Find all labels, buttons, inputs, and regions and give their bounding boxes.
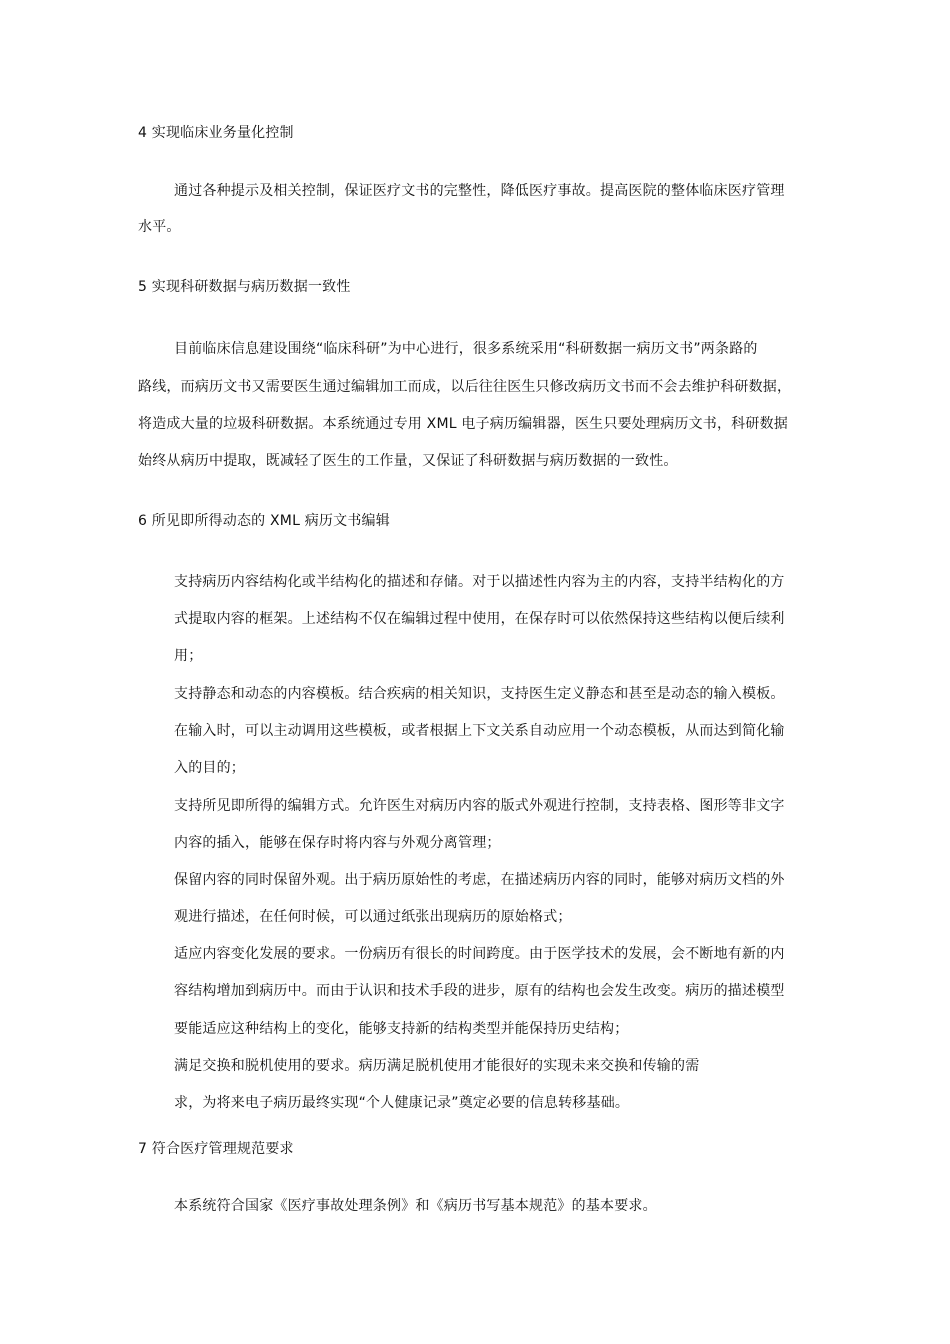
section-6-line: 式提取内容的框架。上述结构不仅在编辑过程中使用，在保存时可以依然保持这些结构以便后续利 bbox=[174, 611, 785, 627]
section-5-line: 始终从病历中提取，既减轻了医生的工作量，又保证了科研数据与病历数据的一致性。 bbox=[138, 453, 678, 469]
section-6-line: 支持所见即所得的编辑方式。允许医生对病历内容的版式外观进行控制，支持表格、图形等非文字 bbox=[174, 798, 785, 814]
section-7-heading: 7 符合医疗管理规范要求 bbox=[138, 1141, 294, 1157]
section-5-heading: 5 实现科研数据与病历数据一致性 bbox=[138, 279, 351, 295]
section-6-line: 支持静态和动态的内容模板。结合疾病的相关知识，支持医生定义静态和甚至是动态的输入模板。 bbox=[174, 686, 785, 702]
section-6-line: 容结构增加到病历中。而由于认识和技术手段的进步，原有的结构也会发生改变。病历的描述模型 bbox=[174, 983, 785, 999]
section-6-line: 保留内容的同时保留外观。出于病历原始性的考虑，在描述病历内容的同时，能够对病历文档的外 bbox=[174, 872, 785, 888]
section-6-line: 求，为将来电子病历最终实现“个人健康记录”奠定必要的信息转移基础。 bbox=[174, 1095, 630, 1111]
section-4-line: 水平。 bbox=[138, 219, 181, 235]
section-6-line: 观进行描述，在任何时候，可以通过纸张出现病历的原始格式； bbox=[174, 909, 572, 925]
section-6-line: 用； bbox=[174, 648, 203, 664]
section-6-line: 适应内容变化发展的要求。一份病历有很长的时间跨度。由于医学技术的发展，会不断地有新的内 bbox=[174, 946, 785, 962]
section-6-line: 支持病历内容结构化或半结构化的描述和存储。对于以描述性内容为主的内容，支持半结构化的方 bbox=[174, 574, 785, 590]
section-7-line: 本系统符合国家《医疗事故处理条例》和《病历书写基本规范》的基本要求。 bbox=[174, 1198, 657, 1214]
section-4-line: 通过各种提示及相关控制，保证医疗文书的完整性，降低医疗事故。提高医院的整体临床医疗管理 bbox=[174, 183, 785, 199]
section-6-line: 在输入时，可以主动调用这些模板，或者根据上下文关系自动应用一个动态模板，从而达到简化输 bbox=[174, 723, 785, 739]
section-6-line: 入的目的； bbox=[174, 760, 245, 776]
section-5-line: 目前临床信息建设围绕“临床科研”为中心进行，很多系统采用“科研数据一病历文书”两条路的 bbox=[174, 341, 758, 357]
section-6-line: 内容的插入，能够在保存时将内容与外观分离管理； bbox=[174, 835, 501, 851]
section-6-heading: 6 所见即所得动态的 XML 病历文书编辑 bbox=[138, 513, 390, 529]
section-5-line: 将造成大量的垃圾科研数据。本系统通过专用 XML 电子病历编辑器，医生只要处理病历文书，科研数据 bbox=[138, 416, 788, 432]
section-6-line: 要能适应这种结构上的变化，能够支持新的结构类型并能保持历史结构； bbox=[174, 1021, 629, 1037]
section-5-line: 路线，而病历文书又需要医生通过编辑加工而成，以后往往医生只修改病历文书而不会去维护科研数据， bbox=[138, 379, 792, 395]
section-6-line: 满足交换和脱机使用的要求。病历满足脱机使用才能很好的实现未来交换和传输的需 bbox=[174, 1058, 700, 1074]
section-4-heading: 4 实现临床业务量化控制 bbox=[138, 125, 294, 141]
